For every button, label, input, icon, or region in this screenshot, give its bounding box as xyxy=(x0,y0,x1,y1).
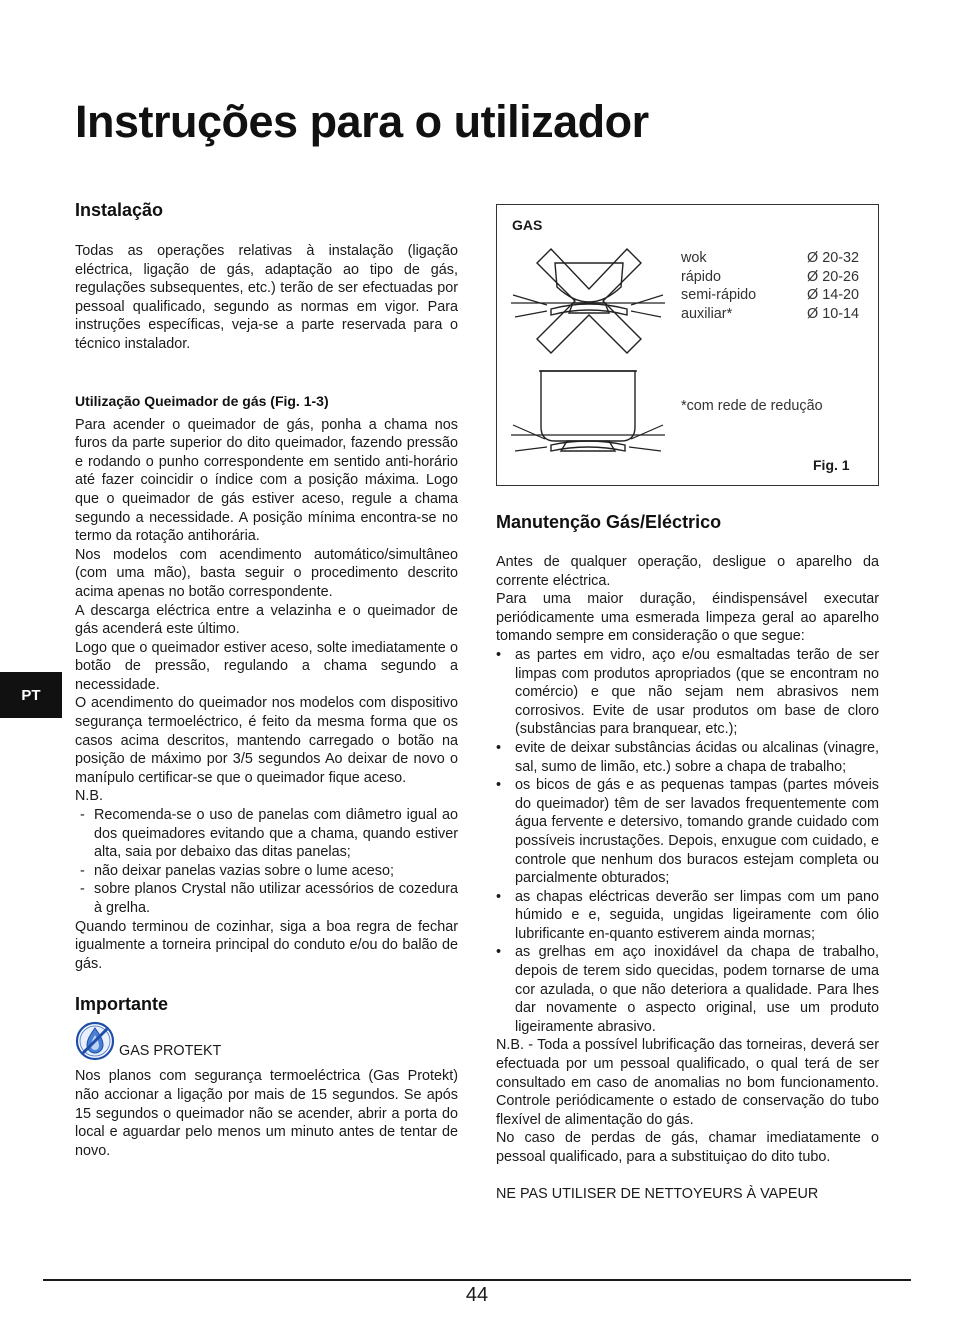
list-item: • as chapas eléctricas deverão ser limpas com um pano húmido e e, seguida, ungidas ligeiramente com ólio lubrificante en-quanto estiverem ainda mornas; xyxy=(496,888,879,942)
burner-use-body xyxy=(75,416,458,974)
gas-label: GAS xyxy=(512,217,543,233)
paragraph: No caso de perdas de gás, chamar imediatamente o pessoal qualificado, para a substituiçao do dito tubo. xyxy=(496,1130,879,1165)
figure-note: *com rede de redução xyxy=(681,398,823,414)
steam-cleaner-warning: NE PAS UTILISER DE NETTOYEURS À VAPEUR xyxy=(496,1185,819,1202)
right-column xyxy=(496,204,879,1203)
paragraph: N.B. xyxy=(75,788,103,805)
maintenance-list xyxy=(496,646,879,1036)
table-row: wok Ø 20-32 xyxy=(681,250,859,266)
wok-burner-diagram xyxy=(511,247,665,355)
page-title: Instruções para o utilizador xyxy=(75,96,649,147)
figure-box xyxy=(496,204,879,486)
table-row: semi-rápido Ø 14-20 xyxy=(681,287,859,304)
paragraph: Logo que o queimador estiver aceso, solte imediatamente o botão de pressão, regulando a chama segundo a necessidade. xyxy=(75,639,458,693)
paragraph: Para uma maior duração, éindispensável executar periódicamente uma esmerada limpeza geral ao aparelho tomando sempre em consideração o que segue: xyxy=(496,591,879,645)
installation-heading: Instalação xyxy=(75,200,164,220)
list-item: • evite de deixar substâncias ácidas ou alcalinas (vinagre, sal, sumo de limão, etc.) sobre a chapa de trabalho; xyxy=(496,739,879,775)
table-row: rápido Ø 20-26 xyxy=(681,268,859,285)
list-item: • as partes em vidro, aço e/ou esmaltadas terão de ser limpas com produtos apropriados (que se encontram no comércio) e que não sejam nem abrasivos nem corrosivos. Evite de usar produtos om base de cloro (substâncias para branquear, etc.); xyxy=(496,646,879,738)
pan-burner-diagram xyxy=(511,367,665,467)
gas-protekt-icon xyxy=(75,1021,115,1061)
maintenance-body xyxy=(496,553,879,1203)
table-row: auxiliar* Ø 10-14 xyxy=(681,305,859,322)
list-item: - não deixar panelas vazias sobre o lume aceso; xyxy=(80,862,394,879)
list-item: • os bicos de gás e as pequenas tampas (partes móveis do queimador) têm de ser lavados frequentemente com água fervente e detersivo, tomando grande cuidado com possíveis incrustações. Depois, enxugue com cuidado, e controle que nenhum dos buracos estejam completa ou parcialmente obturados; xyxy=(496,777,879,887)
installation-text: Todas as operações relativas à instalação (ligação eléctrica, ligação de gás, adaptação ao tipo de gás, regulações subsequentes, etc.) terão de ser efectuadas por pessoal qualificado, segundo as normas em vigor. Para instruções específicas, veja-se a parte reservada para o técnico instalador. xyxy=(75,243,458,352)
list-item: • as grelhas em aço inoxidável da chapa de trabalho, depois de terem sido quecidas, podem tornarse de uma cor azulada, o que não deteriora a qualidade. Para lhes dar novamente o aspecto original, use um produto ligeiramente abrasivo. xyxy=(496,944,879,1035)
figure-caption: Fig. 1 xyxy=(813,457,850,473)
gas-protekt-label: GAS PROTEKT xyxy=(119,1043,222,1060)
paragraph: Nos modelos com acendimento automático/simultâneo (com uma mão), basta seguir o procedimento descrito acima apenas no botão correspondente. xyxy=(75,546,458,600)
left-column xyxy=(75,200,458,1160)
closing-paragraph: Quando terminou de cozinhar, siga a boa regra de fechar igualmente a torneira principal do conduto e/ou do balão de gás. xyxy=(75,918,458,972)
paragraph: O acendimento do queimador nos modelos com dispositivo segurança termoeléctrico, é feito da mesma forma que os casos acima descritos, mantendo carregado o botão na posição de máximo por 3/5 segundos Ao deixar de novo o manípulo certificar-se que o queimador fique aceso. xyxy=(75,695,458,786)
important-heading: Importante xyxy=(75,994,169,1015)
list-item: - sobre planos Crystal não utilizar acessórios de cozedura à grelha. xyxy=(80,881,458,916)
page-number: 44 xyxy=(465,1284,489,1306)
paragraph: Para acender o queimador de gás, ponha a chama nos furos da parte superior do dito queimador, fazendo pressão e rodando o punho correspondente em sentido anti-horário até fazer coincidir o índice com a posição máxima. Logo que o queimador de gás estiver aceso, regule a chama segundo a necessidade. A posição mínima encontra-se no termo da rotação antihorária. xyxy=(75,416,458,545)
maintenance-heading: Manutenção Gás/Eléctrico xyxy=(496,512,722,532)
list-item: - Recomenda-se o uso de panelas com diâmetro igual ao dos queimadores evitando que a chama, quando estiver alta, saia por debaixo das ditas panelas; xyxy=(80,807,458,861)
nb-list xyxy=(75,806,458,918)
language-tab: PT xyxy=(0,672,62,718)
burner-use-heading: Utilização Queimador de gás (Fig. 1-3) xyxy=(75,392,329,409)
burner-size-table xyxy=(681,249,859,323)
paragraph: Antes de qualquer operação, desligue o aparelho da corrente eléctrica. xyxy=(496,554,879,589)
paragraph: A descarga eléctrica entre a velazinha e o queimador de gás acenderá este último. xyxy=(75,602,458,638)
important-text: Nos planos com segurança termoeléctrica (Gas Protekt) não accionar a ligação por mais de 15 segundos. Se após 15 segundos o queimador não se acender, abrir a porta do local e aguardar pelo menos um minuto antes de tentar de novo. xyxy=(75,1068,458,1159)
paragraph: N.B. - Toda a possível lubrificação das torneiras, deverá ser efectuada por um pessoal qualificado, o qual terá de ser consultado em caso de anomalias no bom funcionamento. Controle periódicamente o estado de conservação do tubo flexível de alimentação do gás. xyxy=(496,1037,879,1128)
gas-protekt-badge xyxy=(75,1021,458,1061)
footer-rule xyxy=(43,1279,911,1281)
